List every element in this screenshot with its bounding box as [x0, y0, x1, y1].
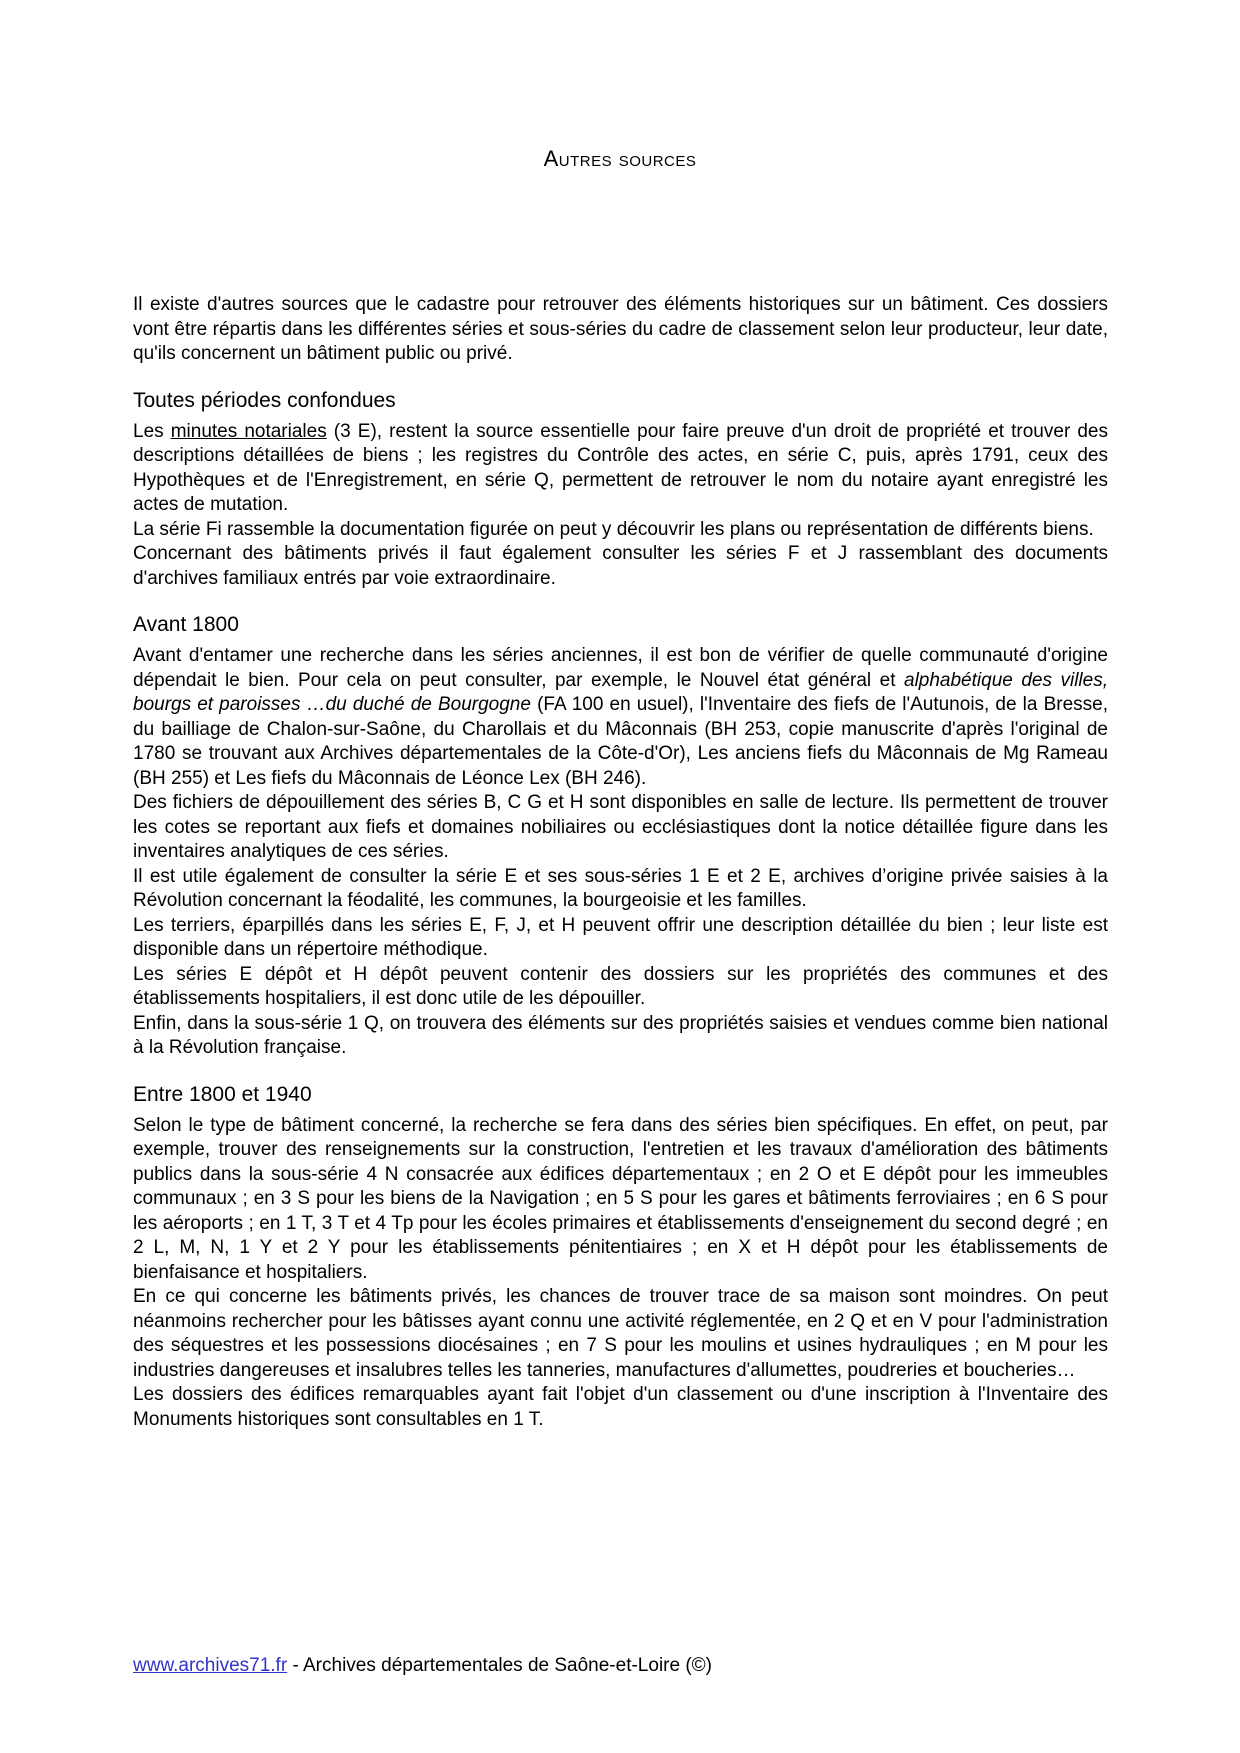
text-run: (3 E), restent la source essentielle pour faire preuve d'un droit de propriété et trouver des descriptions détaillées de biens ; les registres du Contrôle des actes, en série C, puis, après 1791, ceux des Hypothèques et de l'Enregistrement, en série Q, permettent de retrouver le nom du notaire ayant enregistré les actes de mutation.	[133, 420, 1108, 515]
text-run: Les	[133, 420, 171, 442]
text-run: Des fichiers de dépouillement des séries B, C G et H sont disponibles en salle de lecture. Ils permettent de trouver les cotes se reportant aux fiefs et domaines nobiliaires ou ecclésiastiques dont la notice détaillée figure dans les inventaires analytiques de ces séries.	[133, 792, 1108, 862]
paragraph	[133, 791, 1108, 865]
paragraph	[133, 963, 1108, 1012]
text-run: Enfin, dans la sous-série 1 Q, on trouvera des éléments sur des propriétés saisies et vendues comme bien national à la Révolution française.	[133, 1012, 1108, 1058]
page-footer	[133, 1654, 1108, 1679]
text-run-underline: minutes notariales	[170, 420, 327, 442]
paragraph	[133, 1285, 1108, 1383]
text-run: Les terriers, éparpillés dans les séries E, F, J, et H peuvent offrir une description détaillée du bien ; leur liste est disponible dans un répertoire méthodique.	[133, 914, 1108, 960]
text-run: Selon le type de bâtiment concerné, la recherche se fera dans des séries bien spécifiques. En effet, on peut, par exemple, trouver des renseignements sur la construction, l'entretien et les travaux d'amélioration des bâtiments publics dans la sous-série 4 N consacrée aux édifices départementaux ; en 2 O et E dépôt pour les immeubles communaux ; en 3 S pour les biens de la Navigation ; en 5 S pour les gares et bâtiments ferroviaires ; en 6 S pour les aéroports ; en 1 T, 3 T et 4 Tp pour les écoles primaires et établissements d'enseignement du second degré ; en 2 L, M, N, 1 Y et 2 Y pour les établissements pénitentiaires ; en X et H dépôt pour les établissements de bienfaisance et hospitaliers.	[133, 1114, 1108, 1283]
paragraph	[133, 644, 1108, 791]
paragraph	[133, 914, 1108, 963]
text-run: En ce qui concerne les bâtiments privés, les chances de trouver trace de sa maison sont moindres. On peut néanmoins rechercher pour les bâtisses ayant connu une activité réglementée, en 2 Q et en V pour l'administration des séquestres et les possessions diocésaines ; en 7 S pour les moulins et usines hydrauliques ; en M pour les industries dangereuses et insalubres telles les tanneries, manufactures d'allumettes, poudreries et boucheries…	[133, 1286, 1108, 1381]
paragraph	[133, 293, 1108, 367]
text-run: Concernant des bâtiments privés il faut également consulter les séries F et J rassemblant des documents d'archives familiaux entrés par voie extraordinaire.	[133, 543, 1108, 589]
page-title: Autres sources	[543, 146, 697, 171]
section-heading: Avant 1800	[133, 613, 239, 636]
paragraph	[133, 542, 1108, 591]
text-run-italic: alphabétique des villes, bourgs et paroisses …du duché de Bourgogne	[133, 669, 1108, 715]
paragraph	[133, 865, 1108, 914]
document-body	[133, 293, 1108, 1432]
text-run: Il existe d'autres sources que le cadastre pour retrouver des éléments historiques sur un bâtiment. Ces dossiers vont être répartis dans les différentes séries et sous-séries du cadre de classement selon leur producteur, leur date, qu'ils concernent un bâtiment public ou privé.	[133, 294, 1108, 364]
paragraph	[133, 1012, 1108, 1061]
text-run: Les séries E dépôt et H dépôt peuvent contenir des dossiers sur les propriétés des communes et des établissements hospitaliers, il est donc utile de les dépouiller.	[133, 963, 1108, 1009]
text-run: Avant d'entamer une recherche dans les séries anciennes, il est bon de vérifier de quelle communauté d'origine dépendait le bien. Pour cela on peut consulter, par exemple, le Nouvel état général et	[133, 645, 1108, 691]
paragraph	[133, 1383, 1108, 1432]
paragraph	[133, 1114, 1108, 1286]
text-run: Il est utile également de consulter la série E et ses sous-séries 1 E et 2 E, archives d’origine privée saisies à la Révolution concernant la féodalité, les communes, la bourgeoisie et les familles.	[133, 865, 1108, 911]
text-run: La série Fi rassemble la documentation figurée on peut y découvrir les plans ou représentation de différents biens.	[133, 518, 1094, 540]
footer-link[interactable]: www.archives71.fr	[133, 1655, 288, 1676]
section-heading: Entre 1800 et 1940	[133, 1082, 312, 1106]
paragraph	[133, 518, 1108, 543]
text-run: (FA 100 en usuel), l'Inventaire des fiefs de l'Autunois, de la Bresse, du bailliage de Chalon-sur-Saône, du Charollais et du Mâconnais (BH 253, copie manuscrite d'après l'original de 1780 se trouvant aux Archives départementales de la Côte-d'Or), Les anciens fiefs du Mâconnais de Mg Rameau (BH 255) et Les fiefs du Mâconnais de Léonce Lex (BH 246).	[133, 694, 1108, 789]
paragraph	[133, 420, 1108, 518]
text-run: Les dossiers des édifices remarquables ayant fait l'objet d'un classement ou d'une inscription à l'Inventaire des Monuments historiques sont consultables en 1 T.	[133, 1384, 1108, 1430]
footer-text: - Archives départementales de Saône-et-Loire (©)	[287, 1655, 712, 1676]
section-heading: Toutes périodes confondues	[133, 388, 396, 412]
